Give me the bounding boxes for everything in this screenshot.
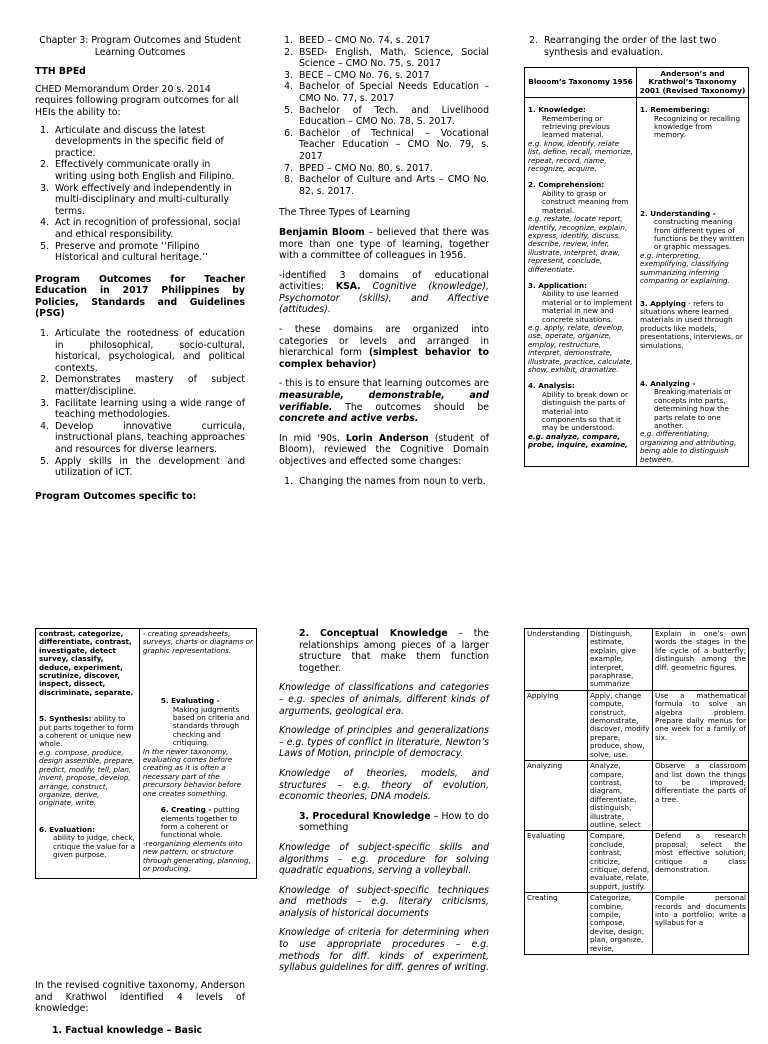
level-desc: Breaking materials or concepts into parts, determining how the parts relate to one another. — [654, 387, 732, 430]
organized-bold: (simplest behavior to complex behavior) — [279, 347, 489, 370]
knowledge-example: Knowledge of classifications and categories – e.g. species of animals, different kinds of arguments, geological era. — [279, 682, 489, 717]
anderson-paragraph — [279, 433, 489, 468]
bloom-level-4 — [528, 382, 633, 449]
ched-outcomes-list — [35, 125, 245, 264]
table-cell-level: Understanding — [525, 629, 588, 691]
psg-outcome-item: 1. Articulate the rootedness of education in philosophical, socio-cultural, historical, psychological, and political contexts. — [52, 328, 245, 374]
anderson-level-3 — [640, 300, 745, 350]
level-title: 4. Analyzing - — [640, 378, 696, 388]
knowledge-desc: – How to do something — [299, 810, 489, 834]
table-row — [525, 893, 749, 955]
level-desc: constructing meaning from different types of functions be they written or graphic messages. — [654, 217, 745, 252]
cmo-item: 7. BPED – CMO No. 80, s. 2017. — [296, 163, 489, 175]
knowledge-example: Knowledge of subject-specific techniques and methods – e.g. literary criticisms, analysis of historical documents — [279, 884, 489, 919]
knowledge-item — [296, 811, 489, 834]
table-cell-verbs: Compare, conclude, contrast, criticize, critique, defend, evaluate, relate, support, justify. — [588, 831, 653, 893]
anderson-level-1 — [640, 106, 745, 140]
level-desc: Ability to use learned material or to implement material in new and concrete situations. — [542, 289, 633, 324]
page1-column-1 — [35, 35, 245, 510]
changes-list-continued — [524, 35, 749, 58]
cmo-item: 1. BEED – CMO No. 74, s. 2017 — [296, 35, 489, 47]
table-cell-verbs: Categorize, combine, compile, compose, devise, design, plan, organize, revise, — [588, 893, 653, 955]
level-desc: ability to put parts together to form a coherent or unique new whole. — [39, 714, 134, 749]
level-examples: e.g. analyze, compare, probe, inquire, examine, — [528, 431, 628, 450]
page-gap — [0, 512, 768, 588]
cmo-item: 3. BECE – CMO No. 76, s. 2017 — [296, 70, 489, 82]
table-cell-verbs: Distinguish, estimate, explain, give example, interpret, paraphrase, summarize — [588, 629, 653, 691]
knowledge-example: Knowledge of subject-specific skills and algorithms – e.g. procedure for solving quadratic equations, serving a volleyball. — [279, 841, 489, 877]
level-examples: e.g. compose, produce, design assemble, prepare, predict, modify, tell, plan, invent, propose, develop, arrange, construct, organize, derive, originate, write. — [39, 747, 135, 808]
table-cell-activity: Defend a research proposal; select the most effective solution; critique a class demonstration. — [653, 831, 749, 893]
table-cell-level: Analyzing — [525, 761, 588, 831]
organized-text: - these domains are organized into categories or levels and arranged in hierarchical form — [279, 324, 489, 359]
level-title: 3. Application: — [528, 280, 587, 290]
level-desc: Recognizing or recalling knowledge from memory. — [654, 113, 741, 140]
synthesis-block — [39, 715, 136, 807]
revised-taxonomy-paragraph: In the revised cognitive taxonomy, Anderson and Krathwol identified 4 levels of knowledge: — [35, 980, 245, 1015]
level-title: 4. Analysis: — [528, 381, 575, 391]
level-examples: e.g. restate, locate report, identify, recognize, explain, express, identify, discuss, describe, review, infer, illustrate, interpret, draw, represent, conclude, differentiate. — [528, 214, 628, 274]
table-cell-level: Applying — [525, 690, 588, 760]
table-cell-verbs: Analyze, compare, contrast, diagram, differentiate, distinguish, illustrate, outline, select — [588, 761, 653, 831]
anderson-name: Lorin Anderson — [345, 432, 429, 444]
table-cell-bloom — [525, 98, 637, 467]
level-desc: putting elements together to form a coherent or functional whole. — [160, 805, 240, 840]
table-header-cell: Anderson’s and Krathwol’s Taxonomy 2001 (Revised Taxonomy) — [637, 68, 749, 98]
knowledge-example: Knowledge of theories, models, and structures – e.g. theory of evolution, economic theories, DNA models. — [279, 767, 489, 803]
anderson-level-4 — [640, 380, 745, 464]
factual-knowledge-title: 1. Factual knowledge – Basic — [52, 1024, 203, 1036]
page2-column-2 — [279, 628, 489, 982]
ched-outcome-item: 3. Work effectively and independently in multi-disciplinary and multi-culturally terms. — [52, 183, 245, 218]
level-desc: Ability to grasp or construct meaning from material. — [542, 188, 629, 215]
domains-text: -identified 3 domains of educational activities: — [279, 269, 489, 293]
domains-paragraph — [279, 270, 489, 316]
level-note: In the newer taxonomy, evaluating comes before creating as it is often a necessary part of the precursory behavior before one creates something. — [142, 746, 242, 798]
ched-outcome-item: 5. Preserve and promote ‘‘Filipino Historical and cultural heritage.’’ — [52, 241, 245, 264]
table-row — [525, 98, 749, 467]
table-cell-activity: Observe a classroom and list down the things to be improved; differentiate the parts of a tree. — [653, 761, 749, 831]
psg-outcome-item: 3. Facilitate learning using a wide range of teaching methodologies. — [52, 398, 245, 421]
ensure-paragraph — [279, 378, 489, 424]
psg-outcome-item: 2. Demonstrates mastery of subject matter/discipline. — [52, 374, 245, 397]
bloom-level-2 — [528, 181, 633, 273]
knowledge-list — [279, 628, 489, 674]
domains-list: Cognitive (knowledge), Psychomotor (skills), and Affective (attitudes). — [279, 281, 489, 316]
three-types-heading: The Three Types of Learning — [279, 207, 411, 219]
knowledge-desc: – the relationships among pieces of a larger structure that make them function together. — [299, 628, 489, 674]
level-desc: ability to judge, check, critique the value for a given purpose. — [53, 833, 136, 859]
bloom-level-1 — [528, 106, 633, 173]
document-page-2 — [0, 588, 768, 1036]
evaluating-block — [143, 697, 253, 798]
table-cell-level: Evaluating — [525, 831, 588, 893]
level-examples: e.g. interpreting, exemplifying, classifying summarizing inferring comparing or explaining. — [640, 250, 730, 286]
level-title: 5. Evaluating - — [160, 696, 220, 706]
table-cell-activity: Compile personal records and documents into a portfolio; write a syllabus for a — [653, 893, 749, 955]
creating-block — [143, 806, 253, 873]
ensure-text: - this is to ensure that learning outcomes are — [279, 378, 489, 390]
analysis-examples-cont: contrast, categorize, differentiate, contrast, investigate, detect survey, classify, deduce, experiment, scrutinize, discover, inspect, dissect, discriminate, separate. — [39, 629, 134, 697]
ensure-bold-italic-2: concrete and active verbs. — [279, 413, 419, 425]
cmo-item: 8. Bachelor of Culture and Arts – CMO No. 82, s. 2017. — [296, 174, 489, 197]
knowledge-list-continued — [279, 811, 489, 834]
level-title: 6. Creating - — [160, 805, 212, 815]
table-row — [525, 831, 749, 893]
knowledge-example: Knowledge of principles and generalizations – e.g. types of conflict in literature, Newton’s Laws of Motion, principle of democracy. — [279, 725, 489, 760]
specific-heading: Program Outcomes specific to: — [35, 490, 197, 502]
bloom-paragraph — [279, 227, 489, 262]
document-page-1 — [0, 0, 768, 512]
level-examples: e.g. apply, relate, develop, use, operate, organize, employ, restructure, interpret, demonstrate, illustrate, practice, calculate, show, exhibit, dramatize. — [528, 322, 633, 374]
ched-outcome-item: 1. Articulate and discuss the latest developments in the specific field of practice. — [52, 125, 245, 160]
knowledge-example: Knowledge of criteria for determining when to use appropriate procedures – e.g. methods for diff. kinds of experiment, syllabus guidelines for diff. genres of writing. — [279, 927, 489, 974]
psg-outcome-item: 4. Develop innovative curricula, instructional plans, teaching approaches and resources for diverse learners. — [52, 421, 245, 456]
change-item: 2. Rearranging the order of the last two synthesis and evaluation. — [541, 35, 749, 58]
psg-outcomes-list — [35, 328, 245, 479]
anderson-text: In mid ‘90s, — [279, 432, 346, 444]
anderson-text-2: (student of Bloom), reviewed the Cognitive Domain objectives and effected some changes: — [279, 432, 489, 467]
table-cell-anderson — [139, 629, 256, 879]
bloom-name: Benjamin Bloom — [279, 226, 365, 238]
level-title: 1. Knowledge: — [528, 105, 586, 115]
level-desc: Ability to break down or distinguish the parts of material into components so that it may be understood. — [542, 389, 628, 433]
table-row — [525, 629, 749, 691]
taxonomy-continuation-table — [35, 628, 257, 879]
level-title: 2. Understanding - — [640, 208, 716, 218]
table-row — [525, 761, 749, 831]
level-desc: Remembering or retrieving previous learned material. — [542, 113, 610, 140]
chapter-title-text: Chapter 3: Program Outcomes and Student Learning Outcomes — [39, 35, 241, 58]
table-row — [36, 629, 257, 879]
level-title: 1. Remembering: — [640, 105, 710, 115]
ched-outcome-item: 2. Effectively communicate orally in writing using both English and Filipino. — [52, 159, 245, 182]
page2-column-1 — [35, 980, 245, 1044]
table-cell-anderson — [637, 98, 749, 467]
table-cell-bloom — [36, 629, 140, 879]
table-header-cell: Blooom’s Taxonomy 1956 — [525, 68, 637, 98]
level-title: 6. Evaluation: — [39, 824, 95, 834]
anderson-level-2 — [640, 210, 745, 286]
bloom-text: – believed that there was more than one type of learning, together with a committee of colleagues in 1956. — [279, 226, 489, 262]
psg-heading: Program Outcomes for Teacher Education in 2017 Philippines by Policies, Standards and Guidelines (PSG) — [35, 273, 245, 320]
page1-column-3 — [524, 35, 749, 66]
level-title: 5. Synthesis: — [39, 714, 92, 724]
page1-column-2 — [279, 35, 489, 495]
bloom-anderson-table — [524, 67, 749, 467]
psg-outcome-item: 5. Apply skills in the development and utilization of ICT. — [52, 456, 245, 479]
level-note: -reorganizing elements into new pattern, or structure through generating, planning, or producing. — [142, 838, 251, 873]
level-desc: Making judgments based on criteria and standards through checking and critiquing. — [172, 704, 250, 748]
level-title-line — [640, 300, 745, 350]
ched-outcome-item: 4. Act in recognition of professional, social and ethical responsibility. — [52, 217, 245, 240]
evaluation-block — [39, 826, 136, 860]
knowledge-title: 2. Conceptual Knowledge — [299, 628, 448, 639]
cmo-item: 6. Bachelor of Technical – Vocational Teacher Education – CMO No. 79, s. 2017 — [296, 128, 489, 163]
level-title: 2. Comprehension: — [528, 180, 605, 190]
table-cell-activity: Use a mathematical formula to solve an algebra problem. Prepare daily menus for one week for a family of six. — [653, 690, 749, 760]
creating-line — [143, 806, 253, 840]
ensure-text-2: The outcomes should be — [332, 401, 489, 413]
organized-paragraph — [279, 324, 489, 370]
knowledge-title: 3. Procedural Knowledge — [299, 810, 431, 822]
synthesis-line — [39, 715, 136, 749]
level-examples: e.g. differentiating, organizing and attributing, being able to distinguish between. — [640, 429, 737, 464]
cmo-item: 5. Bachelor of Tech. and Livelihood Education – CMO No. 78. S. 2017. — [296, 105, 489, 128]
table-cell-activity: Explain in one’s own words the stages in the life cycle of a butterfly; distinguish among the diff. geometric figures. — [653, 629, 749, 691]
section-heading-tth: TTH BPEd — [35, 66, 86, 78]
cmo-item: 4. Bachelor of Special Needs Education – CMO No. 77, s. 2017 — [296, 81, 489, 104]
ched-intro: CHED Memorandum Order 20 s. 2014 requires following program outcomes for all HEIs the ability to: — [35, 83, 239, 118]
bloom-level-3 — [528, 282, 633, 374]
verbs-activities-table — [524, 628, 749, 955]
level-examples: e.g. know, identify, relate list, define, recall, memorize, repeat, record, name, recognize, acquire. — [528, 138, 633, 174]
domains-ksa: KSA. — [335, 281, 361, 293]
change-item: 1. Changing the names from noun to verb. — [296, 476, 489, 488]
table-cell-verbs: Apply, change compute, construct, demonstrate, discover, modify prepare, produce, show, solve, use. — [588, 690, 653, 760]
chapter-title — [35, 35, 245, 58]
table-row — [525, 690, 749, 760]
applying-examples-cont: - creating spreadsheets, surveys, charts or diagrams or graphic representations. — [142, 629, 253, 655]
cmo-list — [279, 35, 489, 197]
ensure-bold-italic: measurable, demonstrable, and verifiable. — [279, 390, 489, 413]
table-cell-level: Creating — [525, 893, 588, 955]
level-title: 3. Applying — [640, 298, 686, 308]
table-header-row — [525, 68, 749, 98]
level-desc: - refers to situations where learned materials in used through products like models, presentations, interviews, or simulations. — [640, 298, 743, 350]
changes-list — [279, 476, 489, 488]
cmo-item: 2. BSED- English, Math, Science, Social Science – CMO No. 75, s. 2017 — [296, 47, 489, 70]
knowledge-item — [296, 628, 489, 674]
